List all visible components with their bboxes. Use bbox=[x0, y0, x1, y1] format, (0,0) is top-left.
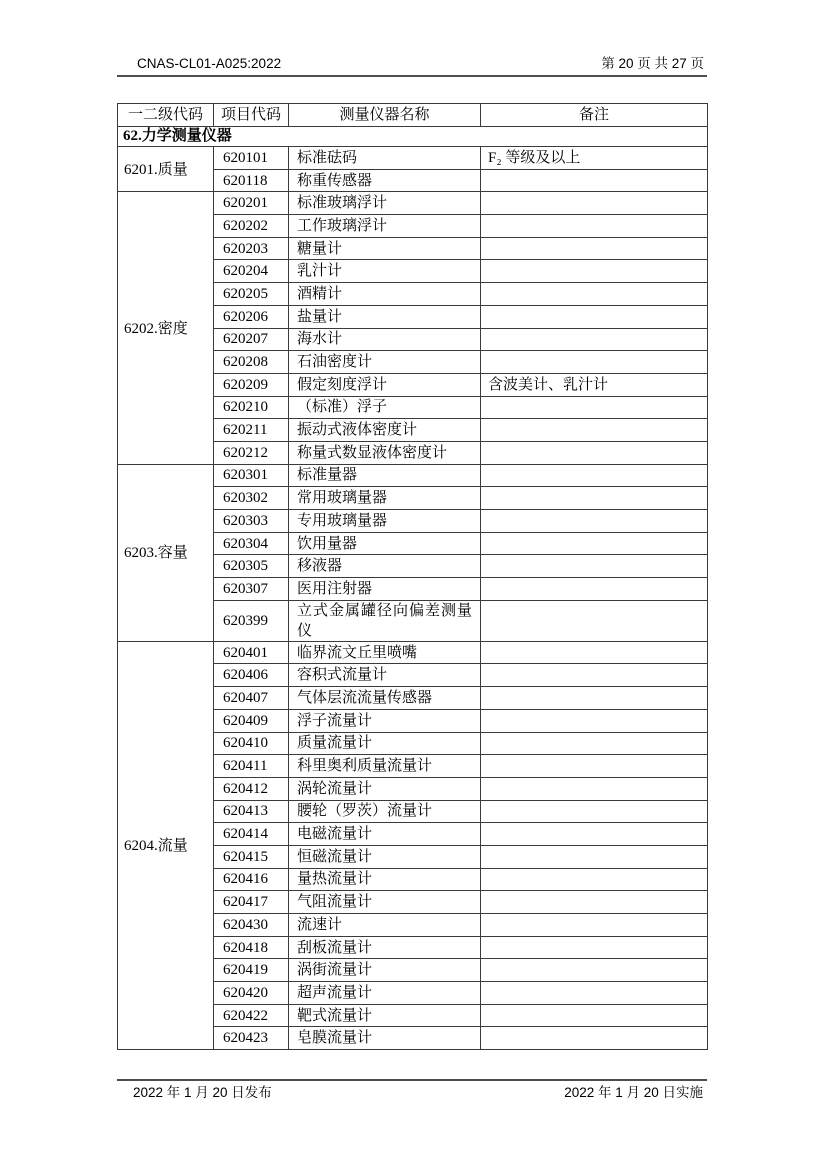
project-code-cell: 620406 bbox=[214, 664, 289, 687]
remark-cell bbox=[481, 755, 708, 778]
instrument-name-cell: 振动式液体密度计 bbox=[289, 419, 481, 442]
instrument-name-cell: 容积式流量计 bbox=[289, 664, 481, 687]
instrument-name-cell: 常用玻璃量器 bbox=[289, 487, 481, 510]
remark-cell bbox=[481, 687, 708, 710]
remark-cell bbox=[481, 959, 708, 982]
project-code-cell: 620302 bbox=[214, 487, 289, 510]
remark-cell bbox=[481, 169, 708, 192]
instrument-name-cell: 靶式流量计 bbox=[289, 1004, 481, 1027]
project-code-cell: 620205 bbox=[214, 283, 289, 306]
remark-cell bbox=[481, 800, 708, 823]
instrument-name-cell: 移液器 bbox=[289, 555, 481, 578]
project-code-cell: 620201 bbox=[214, 192, 289, 215]
remark-cell bbox=[481, 351, 708, 374]
project-code-cell: 620413 bbox=[214, 800, 289, 823]
project-code-cell: 620211 bbox=[214, 419, 289, 442]
instrument-name-cell: 酒精计 bbox=[289, 283, 481, 306]
instrument-name-cell: 临界流文丘里喷嘴 bbox=[289, 641, 481, 664]
project-code-cell: 620423 bbox=[214, 1027, 289, 1050]
project-code-cell: 620301 bbox=[214, 464, 289, 487]
instrument-name-cell: 乳汁计 bbox=[289, 260, 481, 283]
document-code: CNAS-CL01-A025:2022 bbox=[137, 56, 282, 71]
column-header-project-code: 项目代码 bbox=[214, 104, 289, 127]
instrument-name-cell: 饮用量器 bbox=[289, 532, 481, 555]
group-code-cell: 6203.容量 bbox=[118, 464, 214, 641]
remark-cell bbox=[481, 487, 708, 510]
table-row bbox=[118, 641, 708, 664]
remark-cell bbox=[481, 464, 708, 487]
remark-cell bbox=[481, 1027, 708, 1050]
remark-cell bbox=[481, 777, 708, 800]
project-code-cell: 620414 bbox=[214, 823, 289, 846]
remark-cell bbox=[481, 641, 708, 664]
page-footer bbox=[117, 1079, 707, 1101]
instrument-name-cell: 刮板流量计 bbox=[289, 936, 481, 959]
instrument-name-cell: 称重传感器 bbox=[289, 169, 481, 192]
instrument-name-cell: 质量流量计 bbox=[289, 732, 481, 755]
remark-cell bbox=[481, 845, 708, 868]
remark-cell: 含波美计、乳汁计 bbox=[481, 373, 708, 396]
implement-date: 2022 年 1 月 20 日实施 bbox=[564, 1085, 703, 1100]
remark-cell bbox=[481, 192, 708, 215]
project-code-cell: 620399 bbox=[214, 600, 289, 641]
table-row bbox=[118, 192, 708, 215]
project-code-cell: 620208 bbox=[214, 351, 289, 374]
project-code-cell: 620415 bbox=[214, 845, 289, 868]
instrument-name-cell: 称量式数显液体密度计 bbox=[289, 441, 481, 464]
table-header-row bbox=[118, 104, 708, 127]
remark-cell bbox=[481, 396, 708, 419]
instrument-name-cell: 标准量器 bbox=[289, 464, 481, 487]
instrument-table bbox=[117, 103, 708, 1050]
page-number: 第 20 页 共 27 页 bbox=[601, 56, 704, 71]
instrument-name-cell: 涡轮流量计 bbox=[289, 777, 481, 800]
section-row bbox=[118, 127, 708, 147]
project-code-cell: 620412 bbox=[214, 777, 289, 800]
project-code-cell: 620212 bbox=[214, 441, 289, 464]
instrument-name-cell: 假定刻度浮计 bbox=[289, 373, 481, 396]
instrument-name-cell: 量热流量计 bbox=[289, 868, 481, 891]
group-code-cell: 6201.质量 bbox=[118, 147, 214, 192]
project-code-cell: 620101 bbox=[214, 147, 289, 170]
remark-cell bbox=[481, 1004, 708, 1027]
instrument-name-cell: 涡街流量计 bbox=[289, 959, 481, 982]
instrument-name-cell: 专用玻璃量器 bbox=[289, 510, 481, 533]
project-code-cell: 620202 bbox=[214, 215, 289, 238]
remark-cell: F₂ 等级及以上 bbox=[481, 147, 708, 170]
remark-cell bbox=[481, 982, 708, 1005]
project-code-cell: 620411 bbox=[214, 755, 289, 778]
instrument-name-cell: 超声流量计 bbox=[289, 982, 481, 1005]
column-header-remark: 备注 bbox=[481, 104, 708, 127]
project-code-cell: 620418 bbox=[214, 936, 289, 959]
project-code-cell: 620118 bbox=[214, 169, 289, 192]
remark-cell bbox=[481, 709, 708, 732]
instrument-name-cell: 科里奥利质量流量计 bbox=[289, 755, 481, 778]
instrument-name-cell: 医用注射器 bbox=[289, 578, 481, 601]
remark-cell bbox=[481, 936, 708, 959]
instrument-name-cell: 立式金属罐径向偏差测量仪 bbox=[289, 600, 481, 641]
instrument-name-cell: 流速计 bbox=[289, 914, 481, 937]
group-code-cell: 6204.流量 bbox=[118, 641, 214, 1049]
instrument-name-cell: 皂膜流量计 bbox=[289, 1027, 481, 1050]
remark-cell bbox=[481, 260, 708, 283]
project-code-cell: 620401 bbox=[214, 641, 289, 664]
column-header-instrument-name: 测量仪器名称 bbox=[289, 104, 481, 127]
remark-cell bbox=[481, 891, 708, 914]
remark-cell bbox=[481, 664, 708, 687]
remark-cell bbox=[481, 600, 708, 641]
remark-cell bbox=[481, 578, 708, 601]
issue-date: 2022 年 1 月 20 日发布 bbox=[133, 1085, 272, 1100]
remark-cell bbox=[481, 914, 708, 937]
remark-cell bbox=[481, 532, 708, 555]
remark-cell bbox=[481, 419, 708, 442]
instrument-name-cell: 盐量计 bbox=[289, 305, 481, 328]
project-code-cell: 620203 bbox=[214, 237, 289, 260]
remark-cell bbox=[481, 823, 708, 846]
remark-cell bbox=[481, 215, 708, 238]
instrument-name-cell: 石油密度计 bbox=[289, 351, 481, 374]
table-row bbox=[118, 464, 708, 487]
section-title: 62.力学测量仪器 bbox=[118, 127, 708, 147]
instrument-name-cell: 气阻流量计 bbox=[289, 891, 481, 914]
remark-cell bbox=[481, 283, 708, 306]
project-code-cell: 620430 bbox=[214, 914, 289, 937]
instrument-name-cell: 浮子流量计 bbox=[289, 709, 481, 732]
project-code-cell: 620305 bbox=[214, 555, 289, 578]
instrument-name-cell: 恒磁流量计 bbox=[289, 845, 481, 868]
instrument-name-cell: 电磁流量计 bbox=[289, 823, 481, 846]
project-code-cell: 620303 bbox=[214, 510, 289, 533]
remark-cell bbox=[481, 328, 708, 351]
remark-cell bbox=[481, 868, 708, 891]
project-code-cell: 620207 bbox=[214, 328, 289, 351]
project-code-cell: 620206 bbox=[214, 305, 289, 328]
remark-cell bbox=[481, 732, 708, 755]
instrument-name-cell: 工作玻璃浮计 bbox=[289, 215, 481, 238]
project-code-cell: 620420 bbox=[214, 982, 289, 1005]
project-code-cell: 620204 bbox=[214, 260, 289, 283]
remark-cell bbox=[481, 441, 708, 464]
remark-cell bbox=[481, 237, 708, 260]
instrument-table-body bbox=[118, 127, 708, 1050]
instrument-name-cell: 标准玻璃浮计 bbox=[289, 192, 481, 215]
project-code-cell: 620409 bbox=[214, 709, 289, 732]
instrument-name-cell: 标准砝码 bbox=[289, 147, 481, 170]
project-code-cell: 620419 bbox=[214, 959, 289, 982]
project-code-cell: 620304 bbox=[214, 532, 289, 555]
page-header bbox=[117, 56, 707, 77]
project-code-cell: 620307 bbox=[214, 578, 289, 601]
instrument-name-cell: 腰轮（罗茨）流量计 bbox=[289, 800, 481, 823]
project-code-cell: 620422 bbox=[214, 1004, 289, 1027]
instrument-name-cell: （标准）浮子 bbox=[289, 396, 481, 419]
remark-cell bbox=[481, 510, 708, 533]
column-header-level-code: 一二级代码 bbox=[118, 104, 214, 127]
remark-cell bbox=[481, 305, 708, 328]
table-row bbox=[118, 147, 708, 170]
project-code-cell: 620417 bbox=[214, 891, 289, 914]
instrument-name-cell: 海水计 bbox=[289, 328, 481, 351]
project-code-cell: 620407 bbox=[214, 687, 289, 710]
instrument-name-cell: 糖量计 bbox=[289, 237, 481, 260]
instrument-name-cell: 气体层流流量传感器 bbox=[289, 687, 481, 710]
project-code-cell: 620416 bbox=[214, 868, 289, 891]
remark-cell bbox=[481, 555, 708, 578]
project-code-cell: 620209 bbox=[214, 373, 289, 396]
project-code-cell: 620210 bbox=[214, 396, 289, 419]
group-code-cell: 6202.密度 bbox=[118, 192, 214, 464]
project-code-cell: 620410 bbox=[214, 732, 289, 755]
